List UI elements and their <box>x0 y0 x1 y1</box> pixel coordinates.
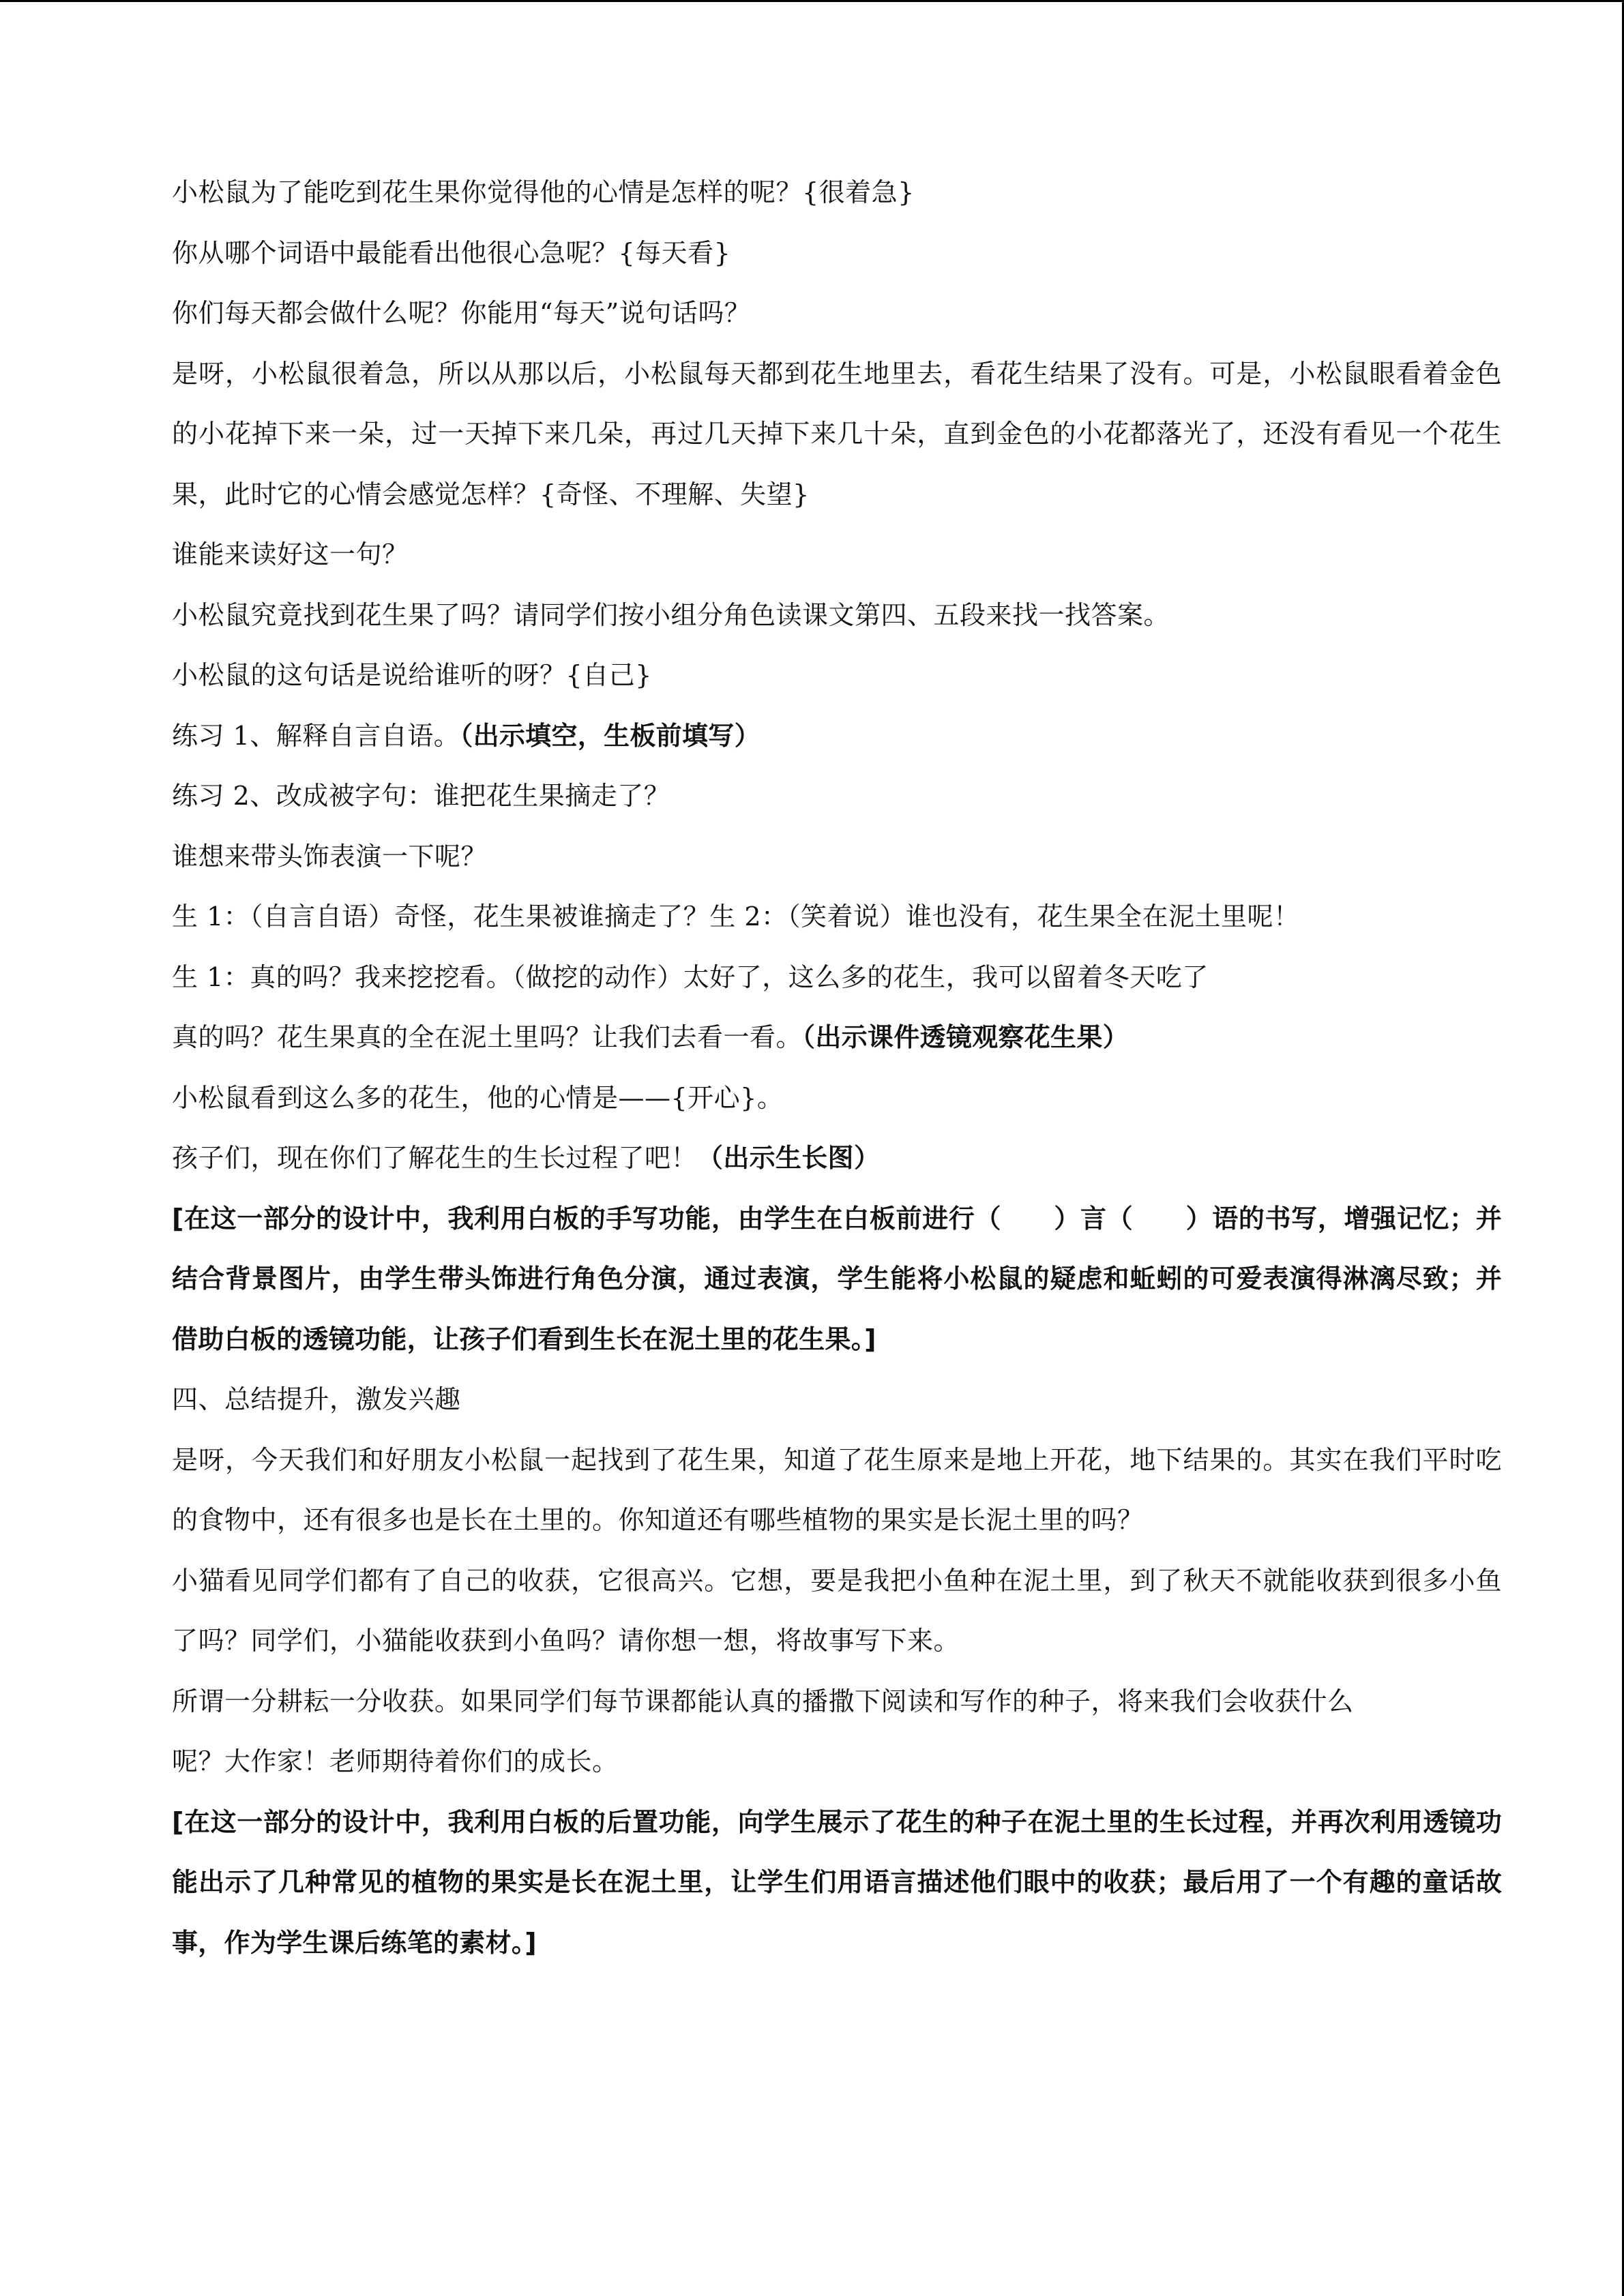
design-note-1: [在这一部分的设计中，我利用白板的手写功能，由学生在白板前进行（ ）言（ ）语的书写，增强记忆；并结合背景图片，由学生带头饰进行角色分演，通过表演，学生能将小松鼠的疑虑和蚯蚓的可爱表演得淋漓尽致；并借助白板的透镜功能，让孩子们看到生长在泥土里的花生果。] <box>172 1203 1502 1354</box>
text-line: 小松鼠看到这么多的花生，他的心情是——{开心}。 <box>172 1082 784 1113</box>
section-heading: 四、总结提升，激发兴趣 <box>172 1384 461 1414</box>
exercise-1-text: 练习 1、解释自言自语。 <box>172 720 460 751</box>
text-line: 呢？大作家！老师期待着你们的成长。 <box>172 1746 619 1776</box>
text-line: 你们每天都会做什么呢？你能用“每天”说句话吗？ <box>172 298 751 328</box>
text-line <box>172 1007 1502 1068</box>
text-line: 你从哪个词语中最能看出他很心急呢？{每天看} <box>172 237 731 268</box>
growth-note: （出示生长图） <box>697 1143 881 1173</box>
text-line: 小松鼠究竟找到花生果了吗？请同学们按小组分角色读课文第四、五段来找一找答案。 <box>172 599 1170 630</box>
text-line: 练习 2、改成被字句：谁把花生果摘走了？ <box>172 781 670 811</box>
text-line: 所谓一分耕耘一分收获。如果同学们每节课都能认真的播撒下阅读和写作的种子，将来我们会收获什么 <box>172 1686 1354 1716</box>
text-line <box>172 1128 1502 1189</box>
text-line: 谁能来读好这一句？ <box>172 539 409 569</box>
text-line: 小松鼠为了能吃到花生果你觉得他的心情是怎样的呢？{很着急} <box>172 177 915 207</box>
document-body <box>172 162 1502 1973</box>
exercise-1-note: （出示填空，生板前填写） <box>460 720 761 751</box>
observe-text: 真的吗？花生果真的全在泥土里吗？让我们去看一看。 <box>172 1022 803 1052</box>
growth-text: 孩子们，现在你们了解花生的生长过程了吧！ <box>172 1143 698 1173</box>
page-top-border <box>0 0 1624 2</box>
text-paragraph: 小猫看见同学们都有了自己的收获，它很高兴。它想，要是我把小鱼种在泥土里，到了秋天不就能收获到很多小鱼了吗？同学们，小猫能收获到小鱼吗？请你想一想，将故事写下来。 <box>172 1565 1502 1656</box>
observe-note: （出示课件透镜观察花生果） <box>802 1022 1129 1052</box>
design-note-2: [在这一部分的设计中，我利用白板的后置功能，向学生展示了花生的种子在泥土里的生长过程，并再次利用透镜功能出示了几种常见的植物的果实是长在泥土里，让学生们用语言描述他们眼中的收获；最后用了一个有趣的童话故事，作为学生课后练笔的素材。] <box>172 1806 1502 1958</box>
text-line: 生 1：真的吗？我来挖挖看。（做挖的动作）太好了，这么多的花生，我可以留着冬天吃了 <box>172 961 1209 992</box>
text-line <box>172 706 1502 766</box>
text-line: 生 1：（自言自语）奇怪，花生果被谁摘走了？生 2：（笑着说）谁也没有，花生果全在泥土里呢！ <box>172 901 1300 931</box>
text-paragraph: 是呀，今天我们和好朋友小松鼠一起找到了花生果，知道了花生原来是地上开花，地下结果的。其实在我们平时吃的食物中，还有很多也是长在土里的。你知道还有哪些植物的果实是长泥土里的吗？ <box>172 1444 1502 1535</box>
text-paragraph: 是呀，小松鼠很着急，所以从那以后，小松鼠每天都到花生地里去，看花生结果了没有。可是，小松鼠眼看着金色的小花掉下来一朵，过一天掉下来几朵，再过几天掉下来几十朵，直到金色的小花都落光了，还没有看见一个花生果，此时它的心情会感觉怎样？{奇怪、不理解、失望} <box>172 358 1502 509</box>
text-line: 小松鼠的这句话是说给谁听的呀？{自己} <box>172 660 652 690</box>
text-line: 谁想来带头饰表演一下呢？ <box>172 841 488 871</box>
